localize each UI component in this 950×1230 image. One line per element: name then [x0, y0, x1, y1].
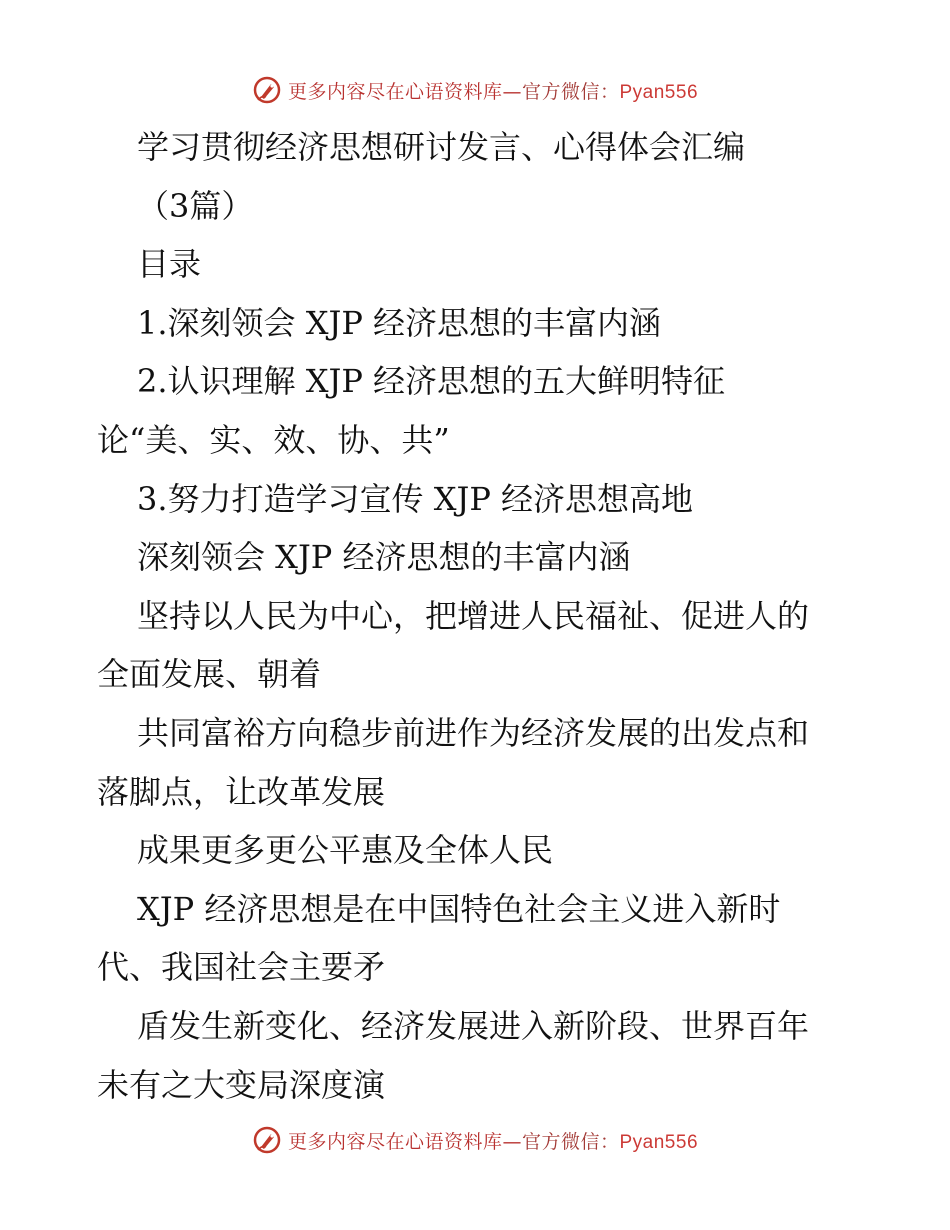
banner-wechat-id: Pyan556	[619, 81, 699, 103]
paragraph-line: 共同富裕方向稳步前进作为经济发展的出发点和	[137, 713, 810, 752]
paragraph-line: 未有之大变局深度演	[97, 1065, 386, 1104]
document-title-count: （3篇）	[137, 186, 254, 225]
paragraph-line: 坚持以人民为中心，把增进人民福祉、促进人的	[137, 596, 810, 635]
banner-wechat-id: Pyan556	[619, 1131, 699, 1153]
header-banner-text	[288, 77, 698, 104]
banner-separator: —	[502, 80, 522, 103]
banner-tagline: 更多内容尽在心语资料库	[287, 80, 503, 103]
toc-item-continuation: 论“美、实、效、协、共”	[97, 420, 450, 459]
section-heading: 深刻领会 XJP 经济思想的丰富内涵	[137, 538, 631, 577]
banner-wechat-label: 官方微信：	[521, 1130, 620, 1153]
banner-separator: —	[502, 1130, 522, 1153]
banner-tagline: 更多内容尽在心语资料库	[287, 1130, 503, 1153]
document-body	[97, 118, 857, 1114]
paragraph-line: 代、我国社会主要矛	[97, 948, 386, 987]
paragraph-line: 全面发展、朝着	[97, 655, 322, 694]
pen-nib-logo-icon	[252, 1125, 282, 1155]
toc-item: 1.深刻领会 XJP 经济思想的丰富内涵	[137, 303, 662, 342]
toc-heading: 目录	[137, 245, 202, 284]
paragraph-line: XJP 经济思想是在中国特色社会主义进入新时	[137, 889, 781, 928]
toc-item: 3.努力打造学习宣传 XJP 经济思想高地	[137, 479, 694, 518]
footer-banner	[0, 1122, 950, 1158]
paragraph-line: 盾发生新变化、经济发展进入新阶段、世界百年	[137, 1006, 810, 1045]
footer-banner-text	[288, 1127, 698, 1154]
header-banner	[0, 72, 950, 108]
paragraph-line: 落脚点，让改革发展	[97, 772, 386, 811]
document-title: 学习贯彻经济思想研讨发言、心得体会汇编	[137, 128, 746, 166]
pen-nib-logo-icon	[252, 75, 282, 105]
paragraph-line: 成果更多更公平惠及全体人民	[137, 831, 554, 870]
toc-item: 2.认识理解 XJP 经济思想的五大鲜明特征	[137, 362, 726, 401]
banner-wechat-label: 官方微信：	[521, 80, 620, 103]
